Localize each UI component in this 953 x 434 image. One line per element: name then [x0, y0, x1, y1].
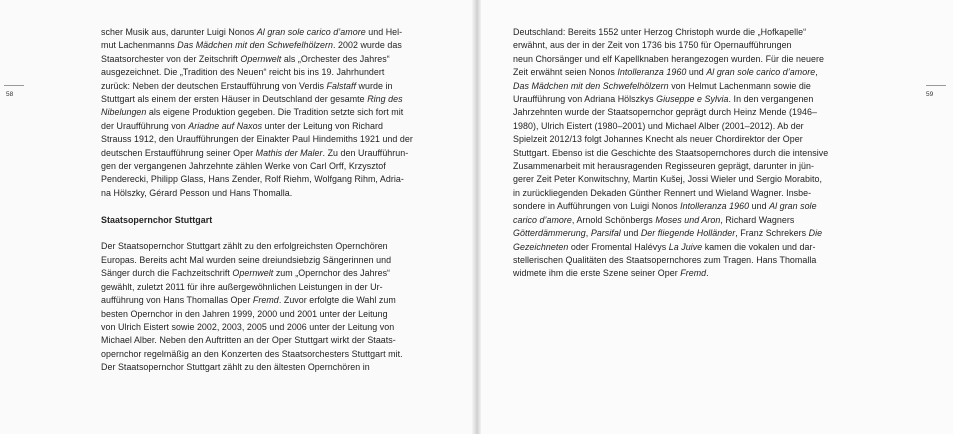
- text-line: Penderecki, Philipp Glass, Hans Zender, Rolf Riehm, Wolfgang Rihm, Adria-: [101, 174, 404, 185]
- text-line: Stuttgart. Ebenso ist die Geschichte des Staatsopernchores durch die intensive: [513, 147, 829, 158]
- page-marker-rule-left: [4, 85, 24, 86]
- text-line: in zurückliegenden Dekaden Günther Rennert und Wieland Wagner. Insbe-: [513, 187, 812, 198]
- book-gutter: [472, 0, 481, 434]
- text-line: widmete ihm die erste Szene seiner Oper Fremd.: [513, 268, 709, 279]
- text-line: Uraufführung von Adriana Hölszkys Giuseppe e Sylvia. In den vergangenen: [513, 94, 814, 105]
- text-line: Europas. Bereits acht Mal wurden seine dreiundsiebzig Sängerinnen und: [101, 254, 392, 265]
- text-line: Das Mädchen mit den Schwefelhölzern von Helmut Lachenmann sowie die: [513, 80, 811, 91]
- text-line: scher Musik aus, darunter Luigi Nonos Al gran sole carico d’amore und Hel-: [101, 27, 403, 37]
- left-text-column: [101, 26, 446, 375]
- text-line: Deutschland: Bereits 1552 unter Herzog Christoph wurde die „Hofkapelle“: [513, 27, 807, 37]
- text-line: neun Chorsänger und elf Kapellknaben herangezogen wurden. Für die neuere: [513, 53, 824, 64]
- text-line: sondere in Aufführungen von Luigi Nonos Intolleranza 1960 und Al gran sole: [513, 201, 817, 212]
- text-line: erwähnt, aus der in der Zeit von 1736 bis 1750 für Opernaufführungen: [513, 40, 792, 51]
- text-line: Gezeichneten oder Fromental Halévys La Juive kamen die vokalen und dar-: [513, 241, 816, 252]
- page-marker-rule-right: [926, 85, 946, 86]
- text-line: Nibelungen als eigene Produktion gegeben. Die Tradition setzte sich fort mit: [101, 107, 404, 118]
- left-paragraph-chor: [101, 240, 446, 374]
- text-line: besten Opernchor in den Jahren 1999, 2000 und 2001 unter der Leitung: [101, 308, 388, 319]
- text-line: der Uraufführung von Ariadne auf Naxos unter der Leitung von Richard: [101, 120, 384, 131]
- text-line: Staatsorchester von der Zeitschrift Opernwelt als „Orchester des Jahres“: [101, 53, 390, 64]
- section-heading: Staatsopernchor Stuttgart: [101, 214, 213, 225]
- text-line: Der Staatsopernchor Stuttgart zählt zu den ältesten Opernchören in: [101, 362, 370, 373]
- right-text-column: [513, 26, 873, 281]
- text-line: gen der vergangenen Jahrzehnte zählen Werke von Carl Orff, Krzysztof: [101, 161, 386, 172]
- text-line: mut Lachenmanns Das Mädchen mit den Schwefelhölzern. 2002 wurde das: [101, 40, 402, 51]
- text-line: zurück: Neben der deutschen Erstaufführung von Verdis Falstaff wurde in: [101, 80, 393, 91]
- text-line: ausgezeichnet. Die „Tradition des Neuen“ reicht bis ins 19. Jahrhundert: [101, 67, 385, 78]
- text-line: carico d’amore, Arnold Schönbergs Moses und Aron, Richard Wagners: [513, 214, 795, 225]
- text-line: Götterdämmerung, Parsifal und Der fliegende Holländer, Franz Schrekers Die: [513, 228, 823, 239]
- text-line: na Hölszky, Gérard Pesson und Hans Thomalla.: [101, 187, 293, 198]
- right-paragraph-chor-history: [513, 26, 873, 281]
- text-line: gerer Zeit Peter Konwitschny, Martin Kušej, Jossi Wieler und Sergio Morabito,: [513, 174, 823, 185]
- page-number-left: 58: [6, 91, 14, 98]
- text-line: Stuttgart als einem der ersten Häuser in Deutschland der gesamte Ring des: [101, 94, 403, 105]
- text-line: Zeit erwähnt seien Nonos Intolleranza 1960 und Al gran sole carico d’amore,: [513, 67, 818, 78]
- text-line: Spielzeit 2012/13 folgt Johannes Knecht als neuer Chordirektor der Oper: [513, 134, 803, 145]
- text-line: gewählt, zuletzt 2011 für ihre außergewöhnlichen Leistungen in der Ur-: [101, 281, 383, 292]
- text-line: deutschen Erstaufführung seiner Oper Mathis der Maler. Zu den Uraufführun-: [101, 147, 409, 158]
- text-line: Sänger durch die Fachzeitschrift Opernwelt zum „Opernchor des Jahres“: [101, 268, 391, 279]
- text-line: aufführung von Hans Thomallas Oper Fremd. Zuvor erfolgte die Wahl zum: [101, 295, 396, 306]
- text-line: Strauss 1912, den Uraufführungen der Einakter Paul Hindemiths 1921 und der: [101, 134, 413, 145]
- left-paragraph-tradition: [101, 26, 446, 200]
- text-line: Michael Alber. Neben den Auftritten an der Oper Stuttgart wirkt der Staats-: [101, 335, 396, 346]
- text-line: Der Staatsopernchor Stuttgart zählt zu den erfolgreichsten Opernchören: [101, 241, 388, 252]
- text-line: Jahrzehnten wurde der Staatsopernchor geprägt durch Heinz Mende (1946–: [513, 107, 817, 118]
- text-line: stellerischen Qualitäten des Staatsopernchores zum Tragen. Hans Thomalla: [513, 254, 817, 265]
- page-number-right: 59: [926, 91, 934, 98]
- text-line: Zusammenarbeit mit herausragenden Regisseuren geprägt, darunter in jün-: [513, 161, 815, 172]
- text-line: opernchor regelmäßig an den Konzerten des Staatsorchesters Stuttgart mit.: [101, 348, 403, 359]
- text-line: von Ulrich Eistert sowie 2002, 2003, 2005 und 2006 unter der Leitung von: [101, 321, 395, 332]
- text-line: 1980), Ulrich Eistert (1980–2001) und Michael Alber (2001–2012). Ab der: [513, 120, 804, 131]
